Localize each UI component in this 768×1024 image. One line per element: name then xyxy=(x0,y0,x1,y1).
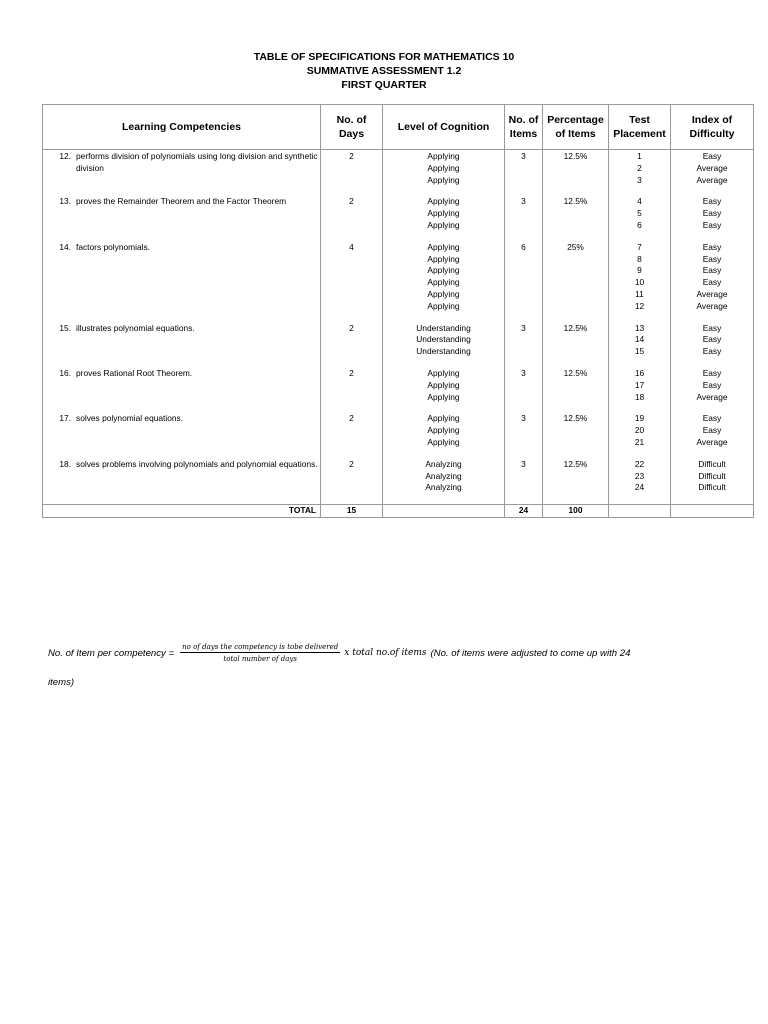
cognition-level: Applying xyxy=(427,436,460,447)
difficulty-index: Easy xyxy=(702,413,722,424)
competency-number: 18. xyxy=(59,458,71,469)
difficulty-index: Average xyxy=(696,436,728,447)
competency-cell xyxy=(43,196,321,241)
competency-entry xyxy=(57,196,318,208)
difficulty-index: Easy xyxy=(702,208,722,219)
test-item-number: 15 xyxy=(634,346,645,357)
cognition-cell xyxy=(383,323,505,368)
competency-number: 16. xyxy=(59,367,71,378)
table-row xyxy=(43,242,754,323)
competency-text: performs division of polynomials using long division and synthetic division xyxy=(76,151,318,173)
items-cell: 3 xyxy=(505,150,543,197)
difficulty-cell-lines xyxy=(673,151,751,186)
items-cell: 6 xyxy=(505,242,543,323)
cognition-cell xyxy=(383,150,505,197)
table-row xyxy=(43,459,754,505)
cognition-cell-lines xyxy=(385,151,502,186)
items-cell: 3 xyxy=(505,323,543,368)
cognition-level: Applying xyxy=(427,196,460,207)
total-row xyxy=(43,505,754,518)
test-item-number: 21 xyxy=(634,436,645,447)
test-item-number: 23 xyxy=(634,470,645,481)
formula-numerator: no of days the competency is tobe delivered xyxy=(182,643,339,651)
placement-cell-lines xyxy=(611,151,668,186)
cognition-level: Analyzing xyxy=(425,482,462,493)
formula-multiplier: x total no.of items xyxy=(344,648,427,658)
difficulty-cell xyxy=(671,459,754,505)
cognition-level: Applying xyxy=(427,208,460,219)
cognition-level: Applying xyxy=(427,219,460,230)
placement-cell xyxy=(609,242,671,323)
test-item-number: 16 xyxy=(634,367,645,378)
cognition-level: Applying xyxy=(427,425,460,436)
difficulty-cell-lines xyxy=(673,413,751,448)
difficulty-cell xyxy=(671,150,754,197)
difficulty-index: Easy xyxy=(702,379,722,390)
test-item-number: 12 xyxy=(634,300,645,311)
days-cell: 2 xyxy=(321,459,383,505)
difficulty-index: Easy xyxy=(702,346,722,357)
document-title xyxy=(0,50,768,92)
title-line-2: SUMMATIVE ASSESSMENT 1.2 xyxy=(306,65,462,77)
cognition-level: Understanding xyxy=(416,322,471,333)
test-item-number: 9 xyxy=(637,265,642,276)
competency-cell xyxy=(43,242,321,323)
difficulty-index: Easy xyxy=(702,151,722,161)
placement-cell-lines xyxy=(611,242,668,313)
header-difficulty: Index of Difficulty xyxy=(671,105,754,150)
difficulty-index: Easy xyxy=(702,425,722,436)
competency-entry xyxy=(57,242,318,254)
test-item-number: 17 xyxy=(634,379,645,390)
header-competencies: Learning Competencies xyxy=(43,105,321,150)
items-cell: 3 xyxy=(505,459,543,505)
test-item-number: 24 xyxy=(634,482,645,493)
cognition-level: Applying xyxy=(427,367,460,378)
test-item-number: 13 xyxy=(634,322,645,333)
placement-cell-lines xyxy=(611,413,668,448)
cognition-level: Applying xyxy=(427,277,460,288)
table-row xyxy=(43,368,754,413)
specifications-table xyxy=(42,104,754,518)
competency-entry xyxy=(57,459,318,471)
header-percentage: Percentage of Items xyxy=(543,105,609,150)
cognition-cell-lines xyxy=(385,323,502,358)
cognition-cell-lines xyxy=(385,368,502,403)
days-cell: 2 xyxy=(321,368,383,413)
competency-cell xyxy=(43,323,321,368)
difficulty-cell-lines xyxy=(673,242,751,313)
table-row xyxy=(43,323,754,368)
placement-cell xyxy=(609,413,671,458)
cognition-cell xyxy=(383,413,505,458)
days-cell: 2 xyxy=(321,323,383,368)
header-days: No. of Days xyxy=(321,105,383,150)
difficulty-index: Average xyxy=(696,288,728,299)
difficulty-cell xyxy=(671,413,754,458)
difficulty-index: Easy xyxy=(702,367,722,378)
test-item-number: 1 xyxy=(637,151,642,161)
competency-entry xyxy=(57,151,318,175)
competency-entry xyxy=(57,368,318,380)
difficulty-cell xyxy=(671,196,754,241)
days-cell: 2 xyxy=(321,196,383,241)
difficulty-cell-lines xyxy=(673,196,751,231)
placement-cell xyxy=(609,150,671,197)
percentage-cell: 12.5% xyxy=(543,413,609,458)
test-item-number: 3 xyxy=(637,174,642,185)
formula-lead: No. of Item per competency = xyxy=(48,647,175,659)
cognition-level: Applying xyxy=(427,162,460,173)
difficulty-cell-lines xyxy=(673,459,751,494)
percentage-cell: 12.5% xyxy=(543,196,609,241)
test-item-number: 18 xyxy=(634,391,645,402)
total-placement-empty xyxy=(609,505,671,518)
competency-text: proves Rational Root Theorem. xyxy=(76,367,193,378)
competency-number: 15. xyxy=(59,322,71,333)
test-item-number: 7 xyxy=(637,241,642,252)
difficulty-index: Average xyxy=(696,174,728,185)
cognition-level: Applying xyxy=(427,391,460,402)
table-row xyxy=(43,196,754,241)
cognition-level: Applying xyxy=(427,379,460,390)
percentage-cell: 12.5% xyxy=(543,150,609,197)
difficulty-cell-lines xyxy=(673,323,751,358)
test-item-number: 6 xyxy=(637,219,642,230)
cognition-cell xyxy=(383,459,505,505)
days-cell: 4 xyxy=(321,242,383,323)
cognition-cell-lines xyxy=(385,459,502,494)
cognition-level: Applying xyxy=(427,300,460,311)
competency-text: solves problems involving polynomials and polynomial equations. xyxy=(76,458,318,469)
competency-cell xyxy=(43,413,321,458)
difficulty-index: Average xyxy=(696,300,728,311)
test-item-number: 2 xyxy=(637,162,642,173)
difficulty-cell xyxy=(671,368,754,413)
cognition-level: Applying xyxy=(427,174,460,185)
percentage-cell: 25% xyxy=(543,242,609,323)
total-days: 15 xyxy=(321,505,383,518)
difficulty-cell-lines xyxy=(673,368,751,403)
cognition-cell xyxy=(383,242,505,323)
placement-cell xyxy=(609,368,671,413)
test-item-number: 22 xyxy=(634,458,645,469)
total-cognition-empty xyxy=(383,505,505,518)
competency-number: 14. xyxy=(59,241,71,252)
header-placement: Test Placement xyxy=(609,105,671,150)
total-percentage: 100 xyxy=(543,505,609,518)
cognition-level: Applying xyxy=(427,253,460,264)
difficulty-index: Easy xyxy=(702,253,722,264)
difficulty-index: Difficult xyxy=(698,470,726,481)
test-item-number: 11 xyxy=(635,288,644,299)
placement-cell-lines xyxy=(611,368,668,403)
cognition-cell xyxy=(383,196,505,241)
total-items: 24 xyxy=(505,505,543,518)
competency-text: proves the Remainder Theorem and the Factor Theorem xyxy=(76,196,287,207)
competency-number: 17. xyxy=(59,413,71,424)
cognition-level: Applying xyxy=(427,413,460,424)
placement-cell-lines xyxy=(611,196,668,231)
cognition-level: Understanding xyxy=(416,346,471,357)
items-cell: 3 xyxy=(505,368,543,413)
formula-note-start: (No. of items were adjusted to come up with 24 xyxy=(430,647,631,659)
difficulty-index: Easy xyxy=(702,277,722,288)
percentage-cell: 12.5% xyxy=(543,323,609,368)
competency-number: 12. xyxy=(59,151,71,161)
difficulty-index: Easy xyxy=(702,196,722,207)
header-cognition: Level of Cognition xyxy=(383,105,505,150)
test-item-number: 14 xyxy=(634,334,645,345)
competency-text: solves polynomial equations. xyxy=(76,413,184,424)
total-difficulty-empty xyxy=(671,505,754,518)
difficulty-index: Difficult xyxy=(698,482,726,493)
formula-denominator: total number of days xyxy=(223,655,297,663)
total-label: TOTAL xyxy=(43,505,321,518)
difficulty-index: Easy xyxy=(702,219,722,230)
test-item-number: 8 xyxy=(637,253,642,264)
competency-entry xyxy=(57,323,318,335)
percentage-cell: 12.5% xyxy=(543,368,609,413)
placement-cell-lines xyxy=(611,459,668,494)
difficulty-index: Average xyxy=(696,162,728,173)
competency-cell xyxy=(43,459,321,505)
cognition-level: Analyzing xyxy=(425,458,462,469)
cognition-cell-lines xyxy=(385,196,502,231)
test-item-number: 4 xyxy=(637,196,642,207)
placement-cell-lines xyxy=(611,323,668,358)
formula-note-end: items) xyxy=(48,677,75,688)
title-line-1: TABLE OF SPECIFICATIONS FOR MATHEMATICS 10 xyxy=(253,51,515,63)
days-cell: 2 xyxy=(321,150,383,197)
placement-cell xyxy=(609,323,671,368)
test-item-number: 5 xyxy=(637,208,642,219)
cognition-cell-lines xyxy=(385,242,502,313)
cognition-level: Applying xyxy=(427,288,460,299)
difficulty-cell xyxy=(671,242,754,323)
title-line-3: FIRST QUARTER xyxy=(341,79,427,91)
cognition-level: Analyzing xyxy=(425,470,462,481)
competency-text: factors polynomials. xyxy=(76,241,151,252)
formula-fraction xyxy=(180,643,340,663)
test-item-number: 19 xyxy=(634,413,645,424)
competency-number: 13. xyxy=(59,196,71,207)
days-cell: 2 xyxy=(321,413,383,458)
test-item-number: 20 xyxy=(634,425,645,436)
items-cell: 3 xyxy=(505,196,543,241)
difficulty-index: Easy xyxy=(702,241,722,252)
items-cell: 3 xyxy=(505,413,543,458)
cognition-level: Applying xyxy=(427,151,460,161)
difficulty-index: Easy xyxy=(702,265,722,276)
competency-text: illustrates polynomial equations. xyxy=(76,322,195,333)
difficulty-index: Easy xyxy=(702,334,722,345)
difficulty-cell xyxy=(671,323,754,368)
table-header-row xyxy=(43,105,754,150)
cognition-level: Applying xyxy=(427,241,460,252)
cognition-level: Understanding xyxy=(416,334,471,345)
difficulty-index: Average xyxy=(696,391,728,402)
table-row xyxy=(43,413,754,458)
cognition-cell-lines xyxy=(385,413,502,448)
difficulty-index: Difficult xyxy=(698,458,726,469)
competency-entry xyxy=(57,413,318,425)
percentage-cell: 12.5% xyxy=(543,459,609,505)
cognition-level: Applying xyxy=(427,265,460,276)
header-items: No. of Items xyxy=(505,105,543,150)
table-row xyxy=(43,150,754,197)
competency-cell xyxy=(43,368,321,413)
cognition-cell xyxy=(383,368,505,413)
placement-cell xyxy=(609,196,671,241)
formula-section xyxy=(48,643,748,688)
difficulty-index: Easy xyxy=(702,322,722,333)
competency-cell xyxy=(43,150,321,197)
placement-cell xyxy=(609,459,671,505)
test-item-number: 10 xyxy=(634,277,645,288)
